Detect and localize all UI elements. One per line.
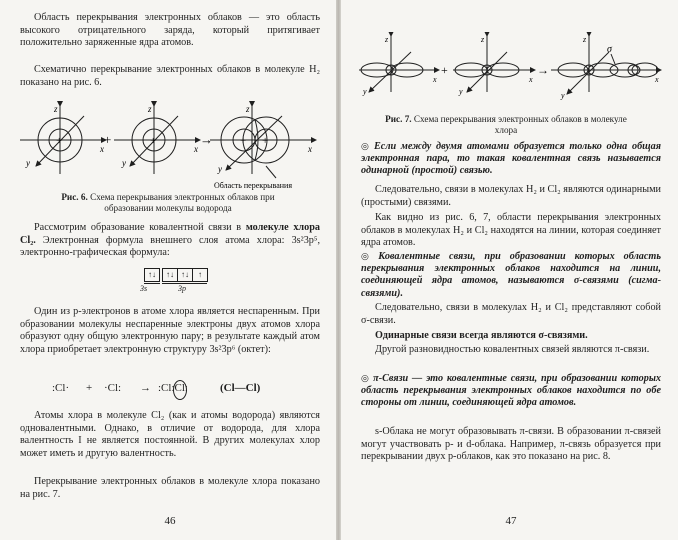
left-para-6: Перекрывание электронных облаков в молекуле хлора показано на рис. 7. [20, 476, 320, 500]
lewis-atom-2: ·Cl: [104, 382, 122, 394]
axis-y-label: y [459, 87, 463, 96]
axis-x-label: x [194, 144, 198, 154]
lewis-arrow: → [140, 382, 151, 394]
figure-7-caption-text: Схема перекрывания электронных облаков в молекуле хлора [413, 114, 627, 135]
definition-1-text: Если между двумя атомами образуется только одна общая электронная пара, то такая ковалентная связь называется одинарной (простой) связью. [361, 141, 661, 177]
para-3-bold-term: молекуле хлора Cl₂. [20, 222, 320, 246]
left-para-3 [20, 222, 320, 260]
right-para-1: Следовательно, связи в молекулах H₂ и Cl₂ являются одинарными (простыми) связями. [361, 184, 661, 208]
definition-2-text: Ковалентные связи, при образовании которых область перекрывания электронных облаков находится на линии, соединяющей ядра атомов, называются σ-связями (сигма-связями). [361, 251, 661, 299]
definition-marker-icon: ◎ [361, 373, 371, 383]
overlap-region-label: Область перекрывания [214, 181, 292, 190]
shared-pair-oval [173, 380, 187, 400]
axis-y-label: y [561, 91, 565, 100]
figure-7-diagram [355, 32, 665, 106]
axis-x-label: x [308, 144, 312, 154]
axis-x-label: x [433, 75, 437, 84]
figure-6-caption [40, 192, 296, 214]
definition-1 [361, 140, 661, 178]
orbital-diagram [140, 266, 224, 296]
sigma-rule-line: Одинарные связи всегда являются σ-связями. [375, 330, 588, 341]
plus-sign: + [104, 132, 112, 147]
definition-3 [361, 372, 661, 410]
right-para-3: Следовательно, связи в молекулах H₂ и Cl₂ представляют собой σ-связи. [361, 302, 661, 326]
orbital-label-3s: 3s [140, 284, 148, 293]
para-3-rest: Электронная формула внешнего слоя атома хлора: 3s²3p⁵, электронно-графическая формула: [20, 234, 320, 259]
right-page [341, 0, 678, 540]
nucleus-plus: + [262, 135, 269, 147]
structural-formula: (Cl—Cl) [220, 382, 261, 394]
definition-marker-icon: ◎ [361, 141, 372, 151]
axis-y-label: y [122, 158, 126, 168]
axis-x-label: x [529, 75, 533, 84]
right-para-4: Другой разновидностью ковалентных связей являются π-связи. [375, 344, 650, 355]
axis-y-label: y [26, 158, 30, 168]
sigma-label: σ [607, 44, 612, 55]
definition-marker-icon: ◎ [361, 251, 376, 261]
axis-x-label: x [655, 75, 659, 84]
orbital-label-3p: 3p [178, 284, 186, 293]
axis-z-label: z [148, 104, 152, 114]
axis-z-label: z [246, 104, 250, 114]
para-3-lead: Рассмотрим образование ковалентной связи в [34, 222, 246, 233]
left-para-2: Схематично перекрывание электронных облаков в молекуле H₂ показано на рис. 6. [20, 64, 320, 88]
orbital-cell-3s: ↑↓ [144, 268, 160, 282]
left-para-4: Один из p-электронов в атоме хлора является неспаренным. При образовании молекулы неспаренные электроны двух атомов хлора образуют одну общую электронную пару; в результате каждый атом хлора приобретает электронную структуру 3s²3p⁶ (октет): [20, 306, 320, 355]
axis-y-label: y [218, 164, 222, 174]
lewis-formula [52, 382, 292, 400]
left-page [0, 0, 336, 540]
left-para-1: Область перекрывания электронных облаков — это область высокого отрицательного заряда, который притягивает положительно заряженные ядра атомов. [20, 12, 320, 49]
orbital-cell-3p-3: ↑ [192, 268, 208, 282]
definition-3-text: π-Связи — это ковалентные связи, при образовании которых область перекрывания электронных облаков находится по обе стороны от линии, соединяющей ядра атомов. [361, 373, 661, 409]
axis-y-label: y [363, 87, 367, 96]
figure-6-caption-text: Схема перекрывания электронных облаков при образовании молекулы водорода [90, 192, 275, 213]
nucleus-plus: + [150, 135, 157, 147]
figure-7-caption-label: Рис. 7. [385, 114, 412, 124]
axis-z-label: z [385, 35, 389, 44]
figure-6-diagram [14, 96, 320, 192]
axis-z-label: z [481, 35, 485, 44]
right-para-2: Как видно из рис. 6, 7, области перекрывания электронных облаков в молекулах H₂ и Cl₂ находятся на линии, которая соединяет ядра атомов. [361, 212, 661, 249]
axis-z-label: z [583, 35, 587, 44]
page-number-right: 47 [505, 515, 517, 527]
plus-sign: + [441, 63, 448, 77]
lewis-plus: + [86, 382, 93, 394]
figure-6-caption-label: Рис. 6. [61, 192, 88, 202]
lewis-molecule: :Cl:Cl: [158, 382, 188, 394]
orbital-cell-3p-1: ↑↓ [162, 268, 178, 282]
axis-z-label: z [54, 104, 58, 114]
right-para-5: s-Облака не могут образовывать π-связи. В образовании π-связей могут участвовать p- и d-облака. Например, π-связь образуется при перекрывании двух p-облаков, как это показано на рис. 8. [361, 426, 661, 463]
definition-2 [361, 250, 661, 300]
axis-x-label: x [100, 144, 104, 154]
page-number-left: 46 [164, 515, 176, 527]
reaction-arrow: → [200, 132, 213, 147]
figure-7-caption [381, 114, 631, 136]
nucleus-plus: + [240, 135, 247, 147]
reaction-arrow: → [537, 63, 549, 77]
left-para-5: Атомы хлора в молекуле Cl₂ (как и атомы водорода) являются одновалентными. Однако, в отличие от водорода, для хлора валентность I не является постоянной. В других молекулах хлор может иметь и другую валентность. [20, 410, 320, 459]
orbital-cell-3p-2: ↑↓ [177, 268, 193, 282]
nucleus-plus: + [56, 135, 63, 147]
lewis-atom-1: :Cl· [52, 382, 70, 394]
